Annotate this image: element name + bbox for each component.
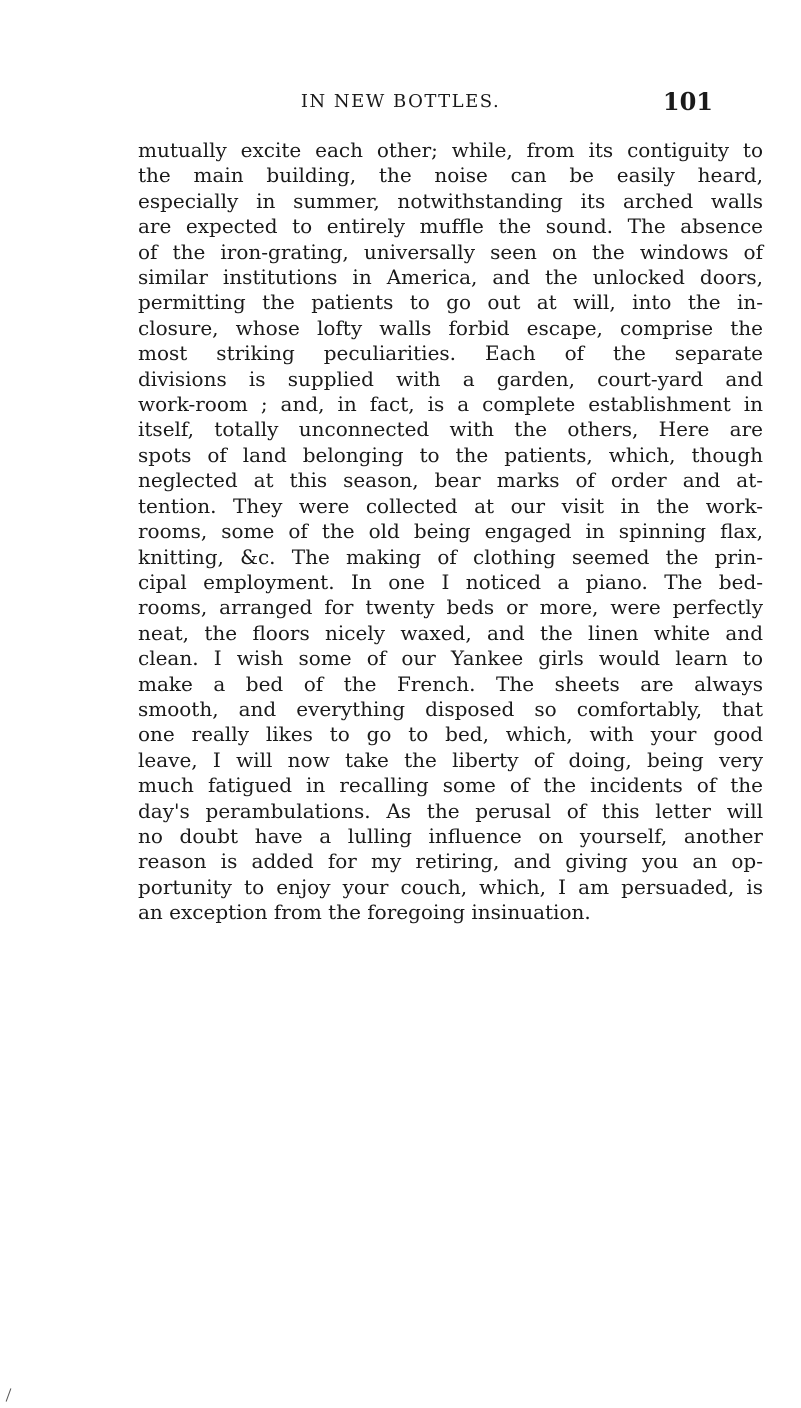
text-line: of the iron-grating, universally seen on the windows of	[138, 239, 763, 264]
text-line: no doubt have a lulling influence on yourself, another	[138, 823, 763, 848]
running-title: IN NEW BOTTLES.	[300, 91, 501, 112]
text-line: the main building, the noise can be easily heard,	[138, 163, 763, 188]
stray-ink-mark	[6, 1388, 12, 1401]
text-line: tention. They were collected at our visit in the work-	[138, 493, 763, 518]
text-line: work-room ; and, in fact, is a complete establishment in	[138, 392, 763, 417]
text-line: day's perambulations. As the perusal of this letter will	[138, 798, 763, 823]
text-line: rooms, arranged for twenty beds or more, were perfectly	[138, 595, 763, 620]
text-line: reason is added for my retiring, and giving you an op-	[138, 849, 763, 874]
text-line: are expected to entirely muffle the sound. The absence	[138, 214, 763, 239]
text-line: itself, totally unconnected with the others, Here are	[138, 417, 763, 442]
text-line: portunity to enjoy your couch, which, I am persuaded, is	[138, 874, 763, 899]
text-line: make a bed of the French. The sheets are always	[138, 671, 763, 696]
text-line: divisions is supplied with a garden, court-yard and	[138, 366, 763, 391]
text-line: smooth, and everything disposed so comfortably, that	[138, 696, 763, 721]
running-head	[0, 86, 801, 118]
text-line: neglected at this season, bear marks of order and at-	[138, 468, 763, 493]
text-line: rooms, some of the old being engaged in spinning flax,	[138, 519, 763, 544]
text-line: clean. I wish some of our Yankee girls would learn to	[138, 646, 763, 671]
text-line: similar institutions in America, and the unlocked doors,	[138, 265, 763, 290]
text-line: one really likes to go to bed, which, with your good	[138, 722, 763, 747]
page-number: 101	[662, 87, 713, 116]
text-line: much fatigued in recalling some of the incidents of the	[138, 773, 763, 798]
text-line: an exception from the foregoing insinuation.	[138, 900, 591, 925]
body-paragraph	[138, 138, 763, 926]
text-line: most striking peculiarities. Each of the separate	[138, 341, 763, 366]
text-line: permitting the patients to go out at will, into the in-	[138, 290, 763, 315]
text-line: leave, I will now take the liberty of doing, being very	[138, 747, 763, 772]
text-line: spots of land belonging to the patients, which, though	[138, 442, 763, 467]
text-line: especially in summer, notwithstanding its arched walls	[138, 188, 763, 213]
text-line: knitting, &c. The making of clothing seemed the prin-	[138, 544, 763, 569]
text-line: neat, the floors nicely waxed, and the linen white and	[138, 620, 763, 645]
text-line: closure, whose lofty walls forbid escape, comprise the	[138, 315, 763, 340]
text-line: cipal employment. In one I noticed a piano. The bed-	[138, 569, 763, 594]
text-line: mutually excite each other; while, from its contiguity to	[138, 138, 763, 162]
